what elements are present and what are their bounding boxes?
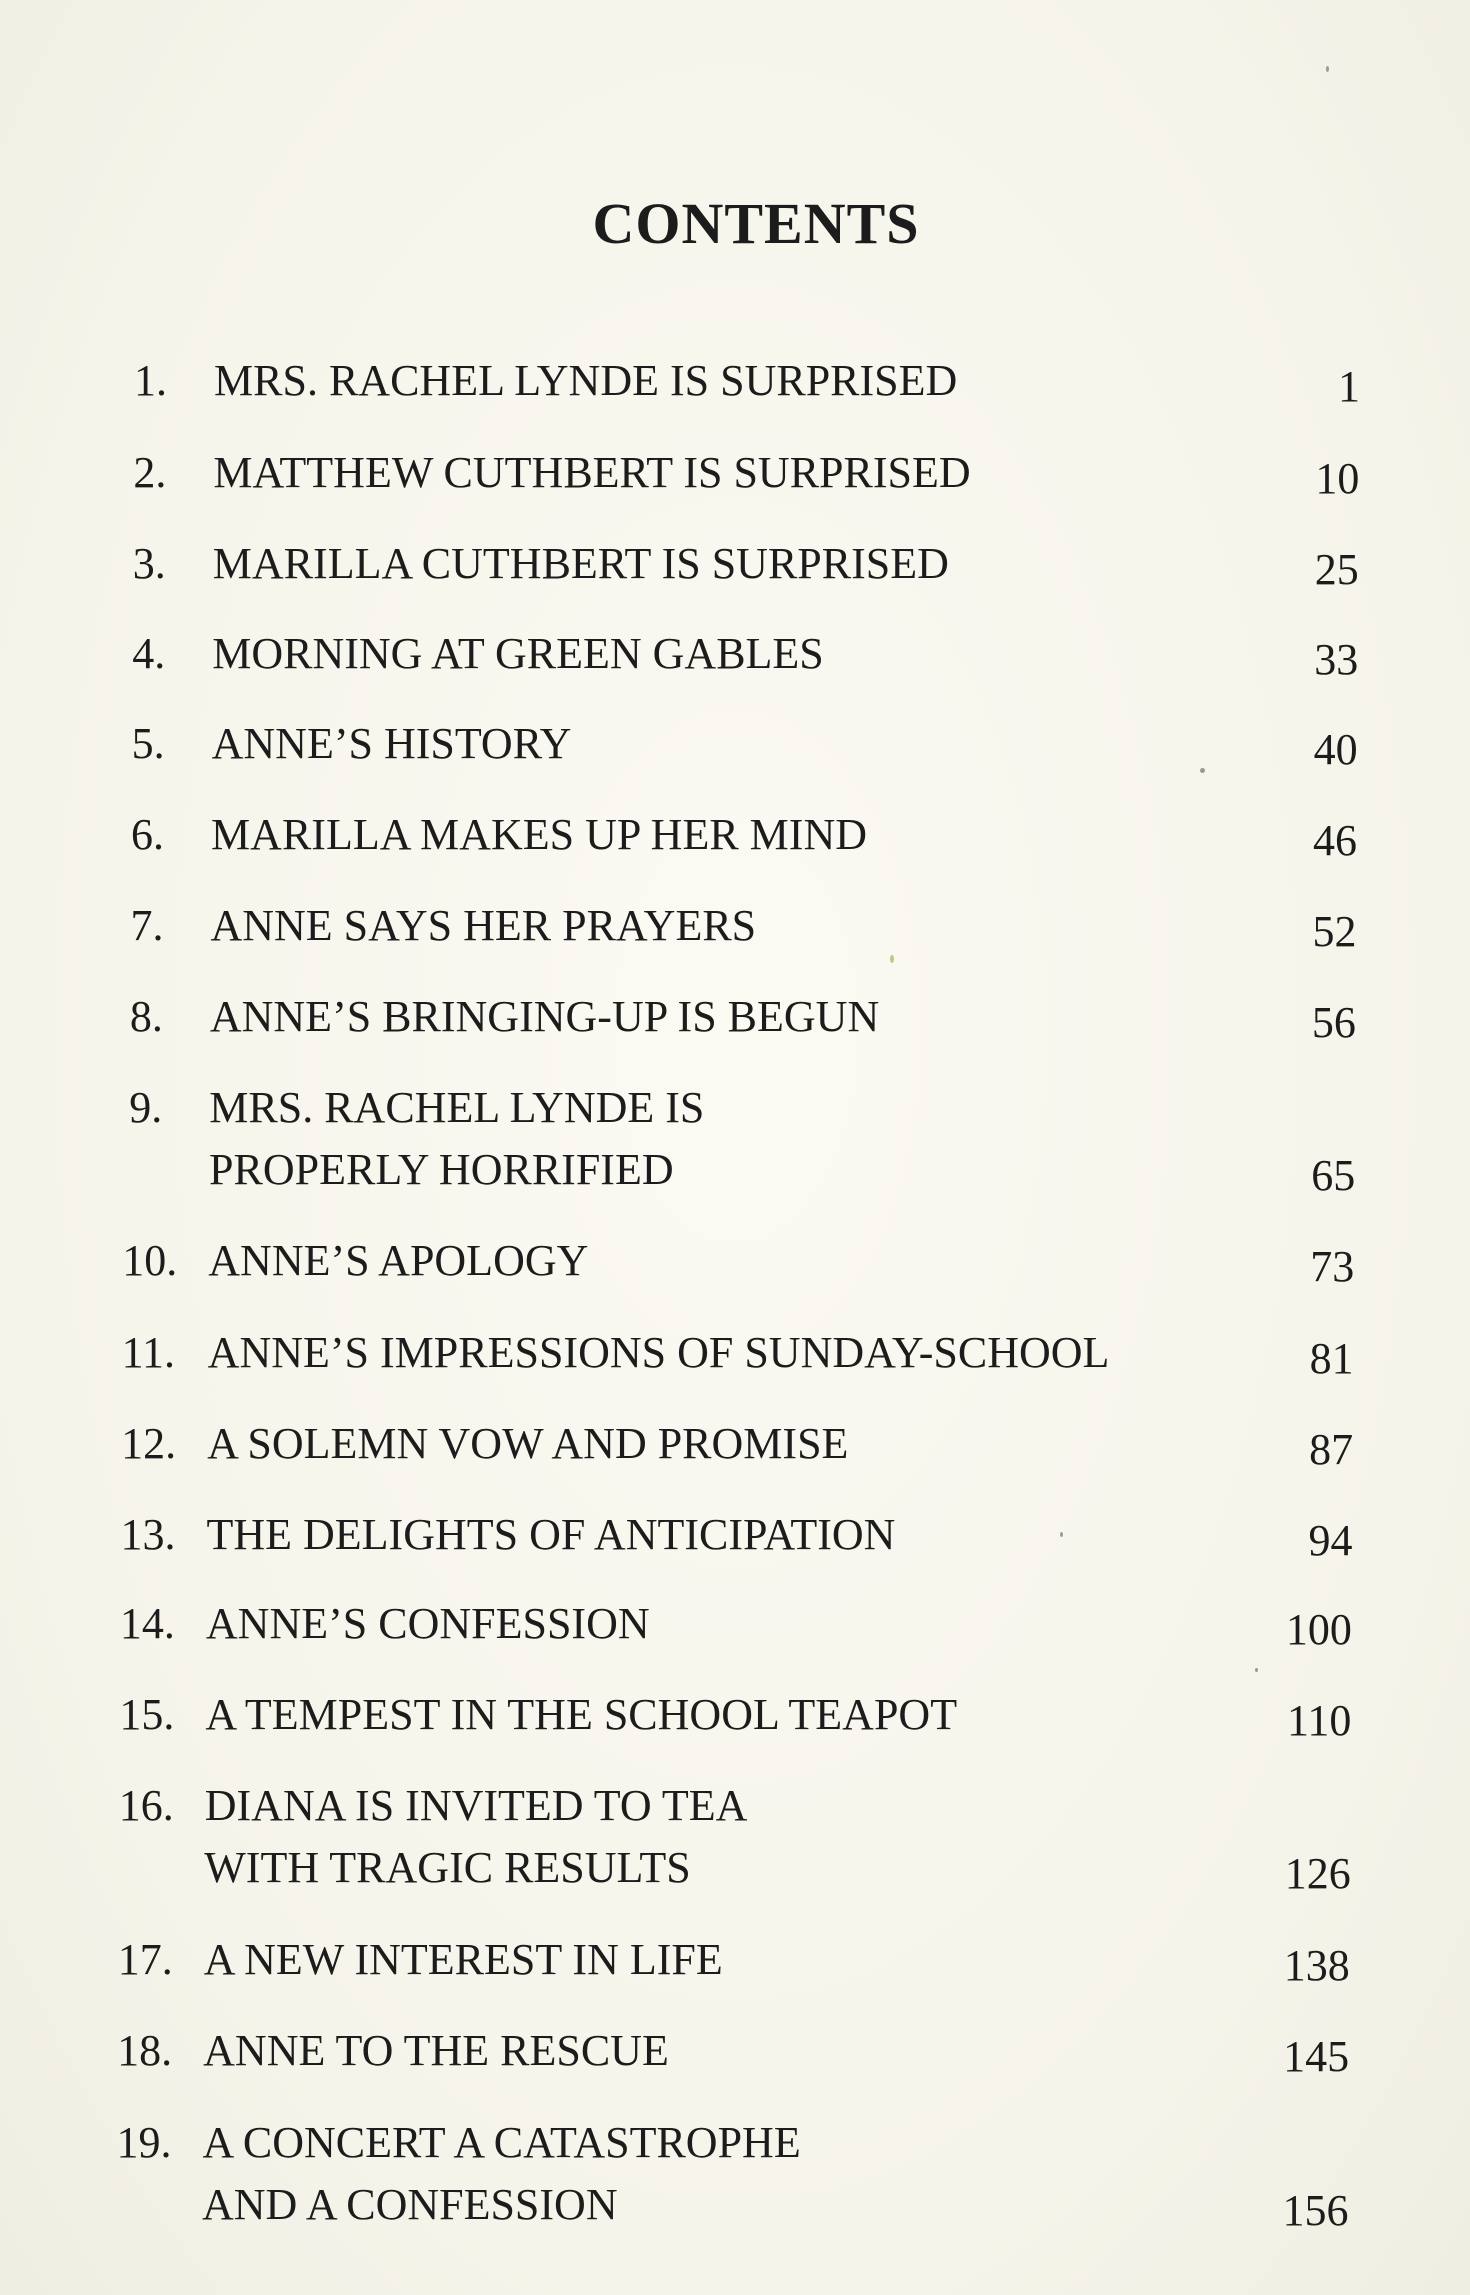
chapter-number: 16. bbox=[118, 1781, 174, 1830]
chapter-title: ANNE SAYS HER PRAYERS bbox=[210, 901, 757, 950]
toc-entry bbox=[0, 809, 1470, 889]
chapter-number: 5. bbox=[131, 719, 165, 768]
chapter-title: DIANA IS INVITED TO TEA bbox=[204, 1781, 748, 1830]
chapter-number: 15. bbox=[119, 1690, 175, 1739]
page-number: 73 bbox=[1310, 1242, 1355, 1291]
chapter-number: 1. bbox=[134, 356, 167, 405]
chapter-title: MRS. RACHEL LYNDE IS SURPRISED bbox=[214, 356, 958, 405]
toc-entry bbox=[0, 1509, 1470, 1589]
chapter-title: MATTHEW CUTHBERT IS SURPRISED bbox=[213, 448, 971, 497]
chapter-title: A NEW INTEREST IN LIFE bbox=[203, 1935, 723, 1984]
chapter-title-continued: WITH TRAGIC RESULTS bbox=[204, 1843, 691, 1892]
page-number: 52 bbox=[1312, 907, 1357, 956]
toc-entry bbox=[0, 628, 1470, 708]
paper-speck bbox=[1255, 1668, 1258, 1672]
chapter-number: 4. bbox=[132, 629, 166, 678]
toc-entry bbox=[0, 1598, 1470, 1678]
chapter-title: ANNE’S CONFESSION bbox=[205, 1599, 650, 1648]
page-number: 25 bbox=[1314, 545, 1359, 594]
page-number: 56 bbox=[1311, 998, 1356, 1047]
page-number: 87 bbox=[1309, 1425, 1354, 1474]
chapter-title-continued: PROPERLY HORRIFIED bbox=[209, 1145, 674, 1194]
chapter-number: 13. bbox=[120, 1510, 176, 1559]
page-number: 94 bbox=[1308, 1516, 1353, 1565]
toc-entry bbox=[0, 1418, 1470, 1498]
chapter-number: 12. bbox=[121, 1419, 177, 1468]
page-number: 100 bbox=[1285, 1605, 1352, 1654]
page-number: 156 bbox=[1282, 2186, 1349, 2235]
chapter-title: ANNE’S IMPRESSIONS OF SUNDAY-SCHOOL bbox=[207, 1328, 1110, 1377]
chapter-number: 9. bbox=[129, 1083, 163, 1132]
paper-speck bbox=[1200, 768, 1205, 773]
chapter-number: 14. bbox=[119, 1599, 175, 1648]
page-number: 10 bbox=[1315, 454, 1360, 503]
page-number: 40 bbox=[1313, 725, 1358, 774]
toc-entry bbox=[0, 1689, 1470, 1769]
toc-entry bbox=[0, 718, 1470, 798]
toc-entry bbox=[0, 355, 1470, 435]
paper-speck bbox=[1060, 1532, 1063, 1537]
chapter-number: 2. bbox=[133, 448, 167, 497]
chapter-number: 17. bbox=[117, 1935, 173, 1984]
chapter-number: 8. bbox=[129, 992, 163, 1041]
chapter-number: 6. bbox=[131, 810, 165, 859]
toc-entry bbox=[0, 538, 1470, 618]
chapter-title: ANNE’S APOLOGY bbox=[208, 1236, 589, 1285]
chapter-number: 18. bbox=[117, 2026, 173, 2075]
page-number: 81 bbox=[1309, 1334, 1354, 1383]
chapter-title: MORNING AT GREEN GABLES bbox=[212, 629, 824, 678]
chapter-number: 11. bbox=[121, 1328, 176, 1377]
chapter-title-continued: AND A CONFESSION bbox=[201, 2180, 618, 2229]
chapter-number: 19. bbox=[116, 2118, 172, 2167]
chapter-title: MRS. RACHEL LYNDE IS bbox=[209, 1083, 705, 1132]
page-number: 33 bbox=[1314, 635, 1359, 684]
page-number: 145 bbox=[1283, 2032, 1350, 2081]
chapter-title: ANNE’S BRINGING-UP IS BEGUN bbox=[209, 992, 880, 1041]
page-number: 138 bbox=[1283, 1941, 1350, 1990]
chapter-title: A SOLEMN VOW AND PROMISE bbox=[207, 1419, 849, 1468]
chapter-title: A CONCERT A CATASTROPHE bbox=[202, 2118, 801, 2167]
toc-entry bbox=[0, 1327, 1470, 1407]
paper-speck bbox=[1326, 66, 1329, 72]
page-number: 126 bbox=[1284, 1849, 1351, 1898]
chapter-title: ANNE’S HISTORY bbox=[211, 719, 572, 768]
toc-entry bbox=[0, 1934, 1470, 2014]
chapter-title: MARILLA CUTHBERT IS SURPRISED bbox=[212, 539, 949, 588]
page-title: CONTENTS bbox=[592, 191, 920, 256]
chapter-title: THE DELIGHTS OF ANTICIPATION bbox=[206, 1510, 896, 1559]
toc-entry bbox=[0, 1780, 1470, 1898]
chapter-number: 7. bbox=[130, 901, 164, 950]
page-number: 65 bbox=[1311, 1151, 1356, 1200]
toc-entry bbox=[0, 991, 1470, 1071]
toc-entry bbox=[0, 2025, 1470, 2105]
page-number: 1 bbox=[1338, 362, 1360, 411]
paper-speck bbox=[890, 955, 894, 963]
toc-entry bbox=[0, 2117, 1470, 2235]
chapter-title: ANNE TO THE RESCUE bbox=[203, 2026, 669, 2075]
chapter-title: A TEMPEST IN THE SCHOOL TEAPOT bbox=[205, 1690, 958, 1739]
toc-entry bbox=[0, 1082, 1470, 1200]
chapter-number: 3. bbox=[132, 539, 166, 588]
chapter-title: MARILLA MAKES UP HER MIND bbox=[211, 810, 868, 859]
toc-entry bbox=[0, 900, 1470, 980]
chapter-number: 10. bbox=[122, 1236, 178, 1285]
toc-entry bbox=[0, 1235, 1470, 1315]
page-number: 46 bbox=[1313, 816, 1358, 865]
page-number: 110 bbox=[1286, 1696, 1352, 1745]
toc-entry bbox=[0, 447, 1470, 527]
